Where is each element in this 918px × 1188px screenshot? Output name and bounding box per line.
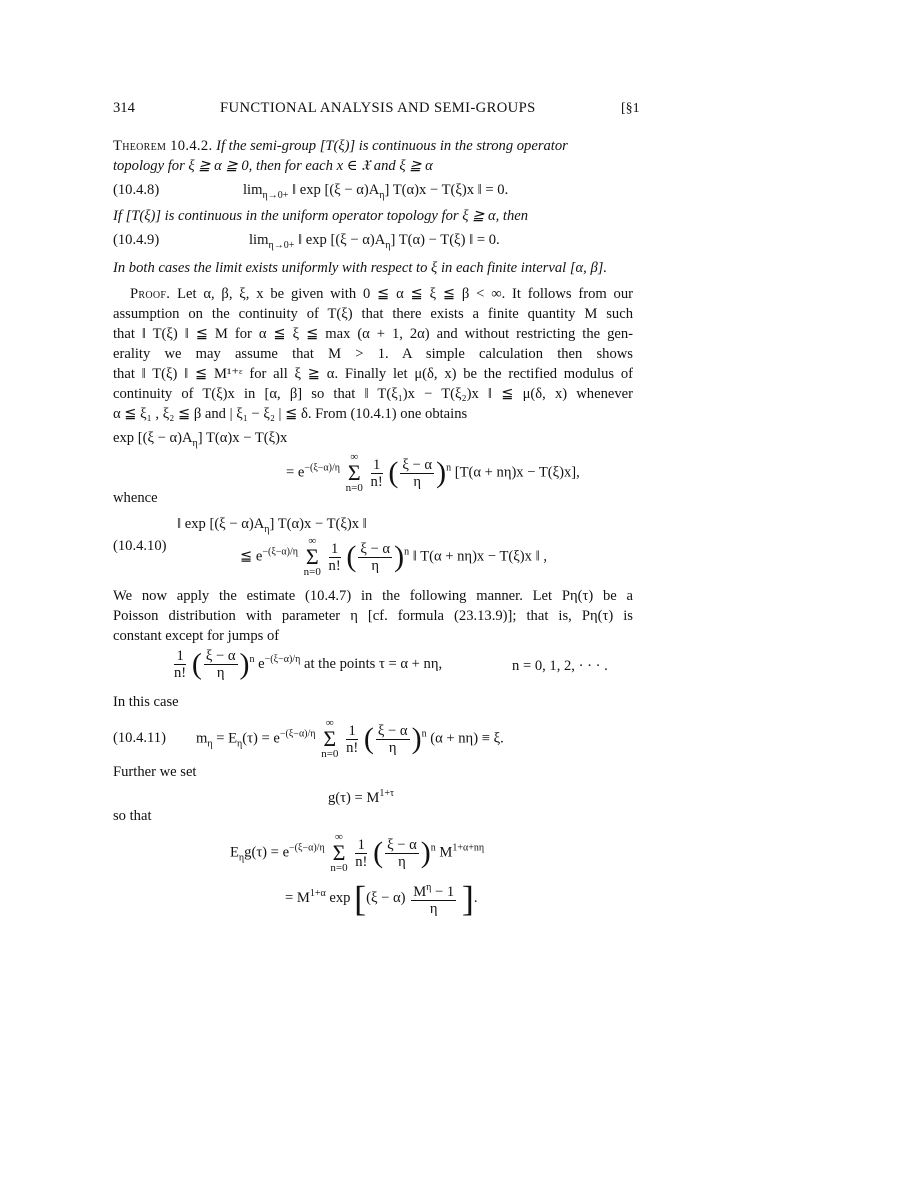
proof-line-4: erality we may assume that M > 1. A simple calculation then shows <box>113 346 633 362</box>
theorem-text-1: If the semi-group [T(ξ)] is continuous in the strong operator <box>216 138 568 154</box>
whence-label: whence <box>113 490 158 506</box>
expectation-g-line-2: = $M^{1+\alpha}$ exp [(ξ − α) $\frac{M^\eta - 1}{\eta}$ ]. <box>285 878 478 919</box>
proof-line-6: continuity of T(ξ)x in [α, β] so that ‖ T(ξ₁)x − T(ξ₂)x ‖ ≦ μ(δ, x) whenever <box>113 386 633 402</box>
jumps-text: at the points τ = α + nη, <box>303 655 443 672</box>
equation-10-4-10-line-2: ≦ $e^{-(\xi-\alpha)/\eta}$ ∞ Σ n=0 $\frac{1}{n!}$ ( $\frac{\xi - \alpha}{\eta}$ )$^n$ ‖ T(α + nη)x − T(ξ)x ‖ , <box>240 535 547 578</box>
exp-expansion-lhs: $\exp [(\xi - \alpha)A_\eta]$ T(α)x − T(ξ)x <box>113 430 288 449</box>
g-definition: $g(\tau) = M^{1+\tau}$ <box>328 788 395 806</box>
equation-10-4-10-line-1: ‖ $\exp [(\xi - \alpha)A_\eta]$ T(α)x − T(ξ)x ‖ <box>177 516 367 535</box>
equation-label-10-4-8: (10.4.8) <box>113 182 160 198</box>
poisson-jumps-expression: $\frac{1}{n!}$ ( $\frac{\xi - \alpha}{\eta}$ )$^n$ $e^{-(\xi-\alpha)/\eta}$ at the points τ = α + nη, <box>174 647 443 681</box>
proof-text-1: Let α, β, ξ, x be given with 0 ≦ α ≦ ξ ≦ β < ∞. It follows from our <box>177 286 633 302</box>
equation-label-10-4-11: (10.4.11) <box>113 730 166 746</box>
proof-label: Proof. <box>130 286 171 302</box>
exp-expansion-rhs: = $e^{-(\xi-\alpha)/\eta}$ ∞ Σ n=0 $\frac{1}{n!}$ ( $\frac{\xi - \alpha}{\eta}$ )$^n$ [T(α + nη)x − T(ξ)x], <box>286 451 580 494</box>
theorem-line-1 <box>113 136 633 156</box>
so-that-label: so that <box>113 808 152 824</box>
page-number: 314 <box>113 100 135 116</box>
in-this-case-label: In this case <box>113 694 179 710</box>
n-values: n = 0, 1, 2, · · · . <box>512 658 608 674</box>
theorem-label: Theorem 10.4.2. <box>113 138 213 154</box>
equation-10-4-9: $\lim_{\eta\to 0+}$ ‖ $\exp [(\xi - \alpha)A_\eta]$ T(α) − T(ξ) ‖ = 0. <box>249 232 500 251</box>
estimate-line-1: We now apply the estimate (10.4.7) in the following manner. Let Pη(τ) be a <box>113 588 633 604</box>
theorem-line-2: topology for ξ ≧ α ≧ 0, then for each x ∈ 𝔛 and ξ ≧ α <box>113 158 433 174</box>
theorem-line-3: If [T(ξ)] is continuous in the uniform operator topology for ξ ≧ α, then <box>113 208 529 224</box>
proof-line-2: assumption on the continuity of T(ξ) that there exists a finite quantity M such <box>113 306 633 322</box>
proof-line-7: α ≦ ξ₁ , ξ₂ ≦ β and | ξ₁ − ξ₂ | ≦ δ. From (10.4.1) one obtains <box>113 406 468 422</box>
estimate-line-3: constant except for jumps of <box>113 628 280 644</box>
equation-label-10-4-10: (10.4.10) <box>113 538 167 554</box>
theorem-line-4: In both cases the limit exists uniformly with respect to ξ in each finite interval [α, β]. <box>113 260 608 276</box>
expectation-g-line-1: $E_\eta g(\tau) = e^{-(\xi-\alpha)/\eta}$ ∞ Σ n=0 $\frac{1}{n!}$ ( $\frac{\xi - \alpha}{\eta}$ )$^n$ $M^{1+\alpha+n\eta}$ <box>230 831 485 874</box>
equation-label-10-4-9: (10.4.9) <box>113 232 160 248</box>
proof-line-1 <box>130 284 633 304</box>
estimate-line-2: Poisson distribution with parameter η [cf. formula (23.13.9)]; that is, Pη(τ) is <box>113 608 633 624</box>
proof-line-3: that ‖ T(ξ) ‖ ≦ M for α ≦ ξ ≦ max (α + 1, 2α) and without restricting the gen- <box>113 326 633 342</box>
section-marker: [§1 <box>621 101 640 116</box>
further-label: Further we set <box>113 764 197 780</box>
running-title: FUNCTIONAL ANALYSIS AND SEMI-GROUPS <box>220 100 536 116</box>
equation-10-4-8: $\lim_{\eta\to 0+}$ ‖ $\exp [(\xi - \alpha)A_\eta]$ T(α)x − T(ξ)x ‖ = 0. <box>243 182 509 201</box>
equation-10-4-11: $m_\eta = E_\eta(\tau) = e^{-(\xi-\alpha)/\eta}$ ∞ Σ n=0 $\frac{1}{n!}$ ( $\frac{\xi - \alpha}{\eta}$ )$^n$ (α + nη) ≡ ξ. <box>196 717 504 760</box>
proof-line-5: that ‖ T(ξ) ‖ ≦ M¹⁺ᵋ for all ξ ≧ α. Finally let μ(δ, x) be the rectified modulus of <box>113 366 633 382</box>
